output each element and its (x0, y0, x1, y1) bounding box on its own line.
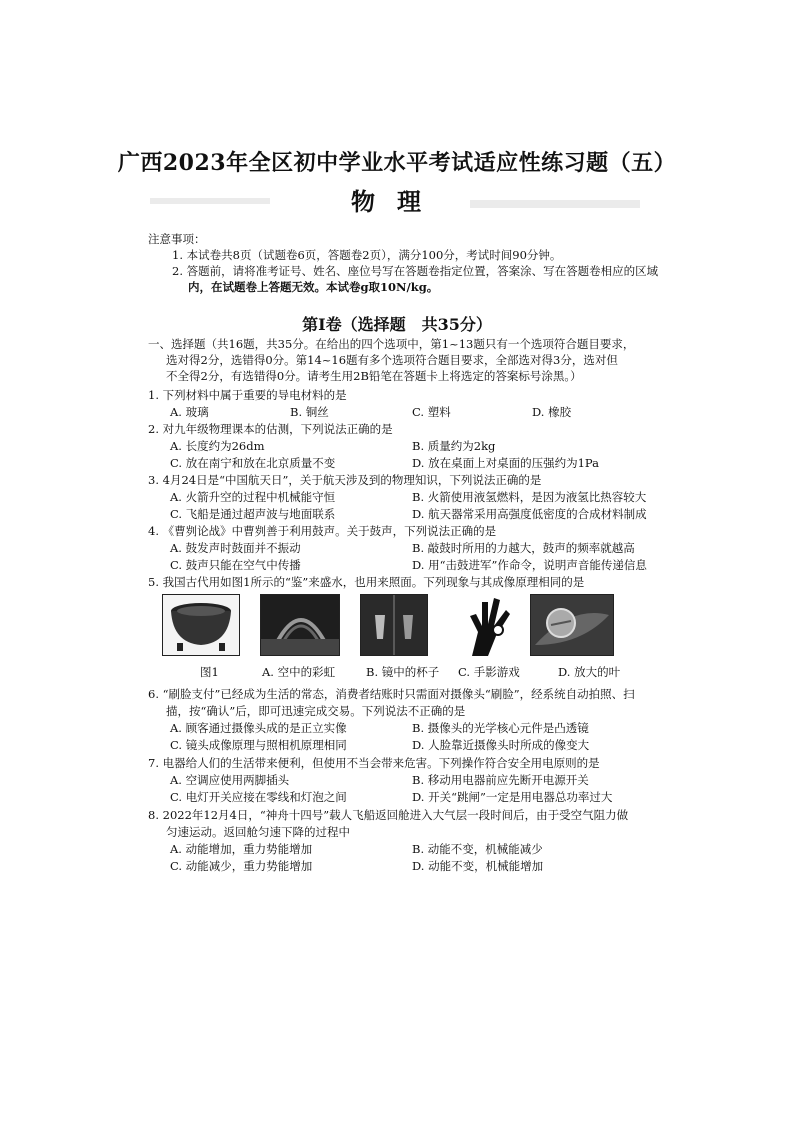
q5-option-b: B. 镜中的杯子 (366, 665, 440, 679)
note-item-1: 1. 本试卷共8页（试题卷6页，答题卷2页），满分100分，考试时间90分钟。 (172, 248, 562, 262)
section-title: 第Ⅰ卷（选择题 共35分） (302, 315, 492, 334)
question-3-stem: 3. 4月24日是“中国航天日”，关于航天涉及到的物理知识，下列说法正确的是 (148, 473, 542, 487)
question-2-stem: 2. 对九年级物理课本的估测，下列说法正确的是 (148, 422, 393, 436)
q5-option-d: D. 放大的叶 (558, 665, 621, 679)
exam-subject: 物理 (351, 187, 443, 216)
q3-option-b: B. 火箭使用液氢燃料，是因为液氢比热容较大 (412, 490, 647, 504)
q6-option-d: D. 人脸靠近摄像头时所成的像变大 (412, 738, 590, 752)
q7-option-a: A. 空调应使用两脚插头 (170, 773, 290, 787)
figure-1-bronze-basin-image (162, 594, 240, 656)
q7-option-c: C. 电灯开关应接在零线和灯泡之间 (170, 790, 347, 804)
figure-1-label: 图1 (200, 665, 219, 679)
q4-option-a: A. 鼓发声时鼓面并不振动 (170, 541, 301, 555)
note-item-2: 2. 答题前，请将准考证号、姓名、座位号写在答题卷指定位置，答案涂、写在答题卷相应的区域 (172, 264, 659, 278)
q4-option-c: C. 鼓声只能在空气中传播 (170, 558, 301, 572)
q3-option-c: C. 飞船是通过超声波与地面联系 (170, 507, 336, 521)
q7-option-b: B. 移动用电器前应先断开电源开关 (412, 773, 589, 787)
notes-label: 注意事项： (148, 232, 206, 246)
exam-title: 广西2023年全区初中学业水平考试适应性练习题（五） (117, 150, 677, 176)
q2-option-d: D. 放在桌面上对桌面的压强约为1Pa (412, 456, 600, 470)
question-4-stem: 4. 《曹刿论战》中曹刿善于利用鼓声。关于鼓声，下列说法正确的是 (148, 524, 497, 538)
q4-option-b: B. 敲鼓时所用的力越大，鼓声的频率就越高 (412, 541, 635, 555)
question-7-stem: 7. 电器给人们的生活带来便利，但使用不当会带来危害。下列操作符合安全用电原则的是 (148, 756, 600, 770)
hand-shadow-image (452, 592, 522, 658)
q3-option-d: D. 航天器常采用高强度低密度的合成材料制成 (412, 507, 647, 521)
q2-option-b: B. 质量约为2kg (412, 439, 496, 453)
q2-option-a: A. 长度约为26dm (170, 439, 265, 453)
instruction-line-1: 一、选择题（共16题，共35分。在给出的四个选项中，第1~13题只有一个选项符合题目要求， (148, 337, 635, 351)
q6-option-a: A. 顾客通过摄像头成的是正立实像 (170, 721, 347, 735)
rainbow-image (260, 594, 340, 656)
q7-option-d: D. 开关“跳闸”一定是用电器总功率过大 (412, 790, 613, 804)
q5-option-c: C. 手影游戏 (458, 665, 520, 679)
q8-option-c: C. 动能减少，重力势能增加 (170, 859, 313, 873)
q2-option-c: C. 放在南宁和放在北京质量不变 (170, 456, 336, 470)
q8-option-b: B. 动能不变，机械能减少 (412, 842, 543, 856)
q8-option-d: D. 动能不变，机械能增加 (412, 859, 544, 873)
question-6-stem-line-1: 6. “刷脸支付”已经成为生活的常态，消费者结账时只需面对摄像头“刷脸”，经系统自动拍照、扫 (148, 687, 635, 701)
q6-option-c: C. 镜头成像原理与照相机原理相同 (170, 738, 347, 752)
q6-option-b: B. 摄像头的光学核心元件是凸透镜 (412, 721, 589, 735)
q1-option-c: C. 塑料 (412, 405, 451, 419)
instruction-line-3: 不全得2分，有选错得0分。请考生用2B铅笔在答题卡上将选定的答案标号涂黑。） (166, 369, 582, 383)
q1-option-a: A. 玻璃 (170, 405, 209, 419)
q1-option-b: B. 铜丝 (290, 405, 329, 419)
question-8-stem-line-1: 8. 2022年12月4日，“神舟十四号”载人飞船返回舱进入大气层一段时间后，由于受空气阻力做 (148, 808, 629, 822)
q8-option-a: A. 动能增加，重力势能增加 (170, 842, 313, 856)
q5-option-a: A. 空中的彩虹 (262, 665, 336, 679)
instruction-line-2: 选对得2分，选错得0分。第14~16题有多个选项符合题目要求，全部选对得3分，选对但 (166, 353, 618, 367)
q1-option-d: D. 橡胶 (532, 405, 572, 419)
question-1-stem: 1. 下列材料中属于重要的导电材料的是 (148, 388, 347, 402)
q3-option-a: A. 火箭升空的过程中机械能守恒 (170, 490, 336, 504)
question-5-stem: 5. 我国古代用如图1所示的“鉴”来盛水，也用来照面。下列现象与其成像原理相同的是 (148, 575, 585, 589)
magnified-leaf-image (530, 594, 614, 656)
note-item-3: 内，在试题卷上答题无效。本试卷g取10N/kg。 (188, 280, 439, 294)
mirror-cup-image (360, 594, 428, 656)
q4-option-d: D. 用“击鼓进军”作命令，说明声音能传递信息 (412, 558, 647, 572)
question-8-stem-line-2: 匀速运动。返回舱匀速下降的过程中 (166, 825, 350, 839)
question-6-stem-line-2: 描，按“确认”后，即可迅速完成交易。下列说法不正确的是 (166, 704, 466, 718)
